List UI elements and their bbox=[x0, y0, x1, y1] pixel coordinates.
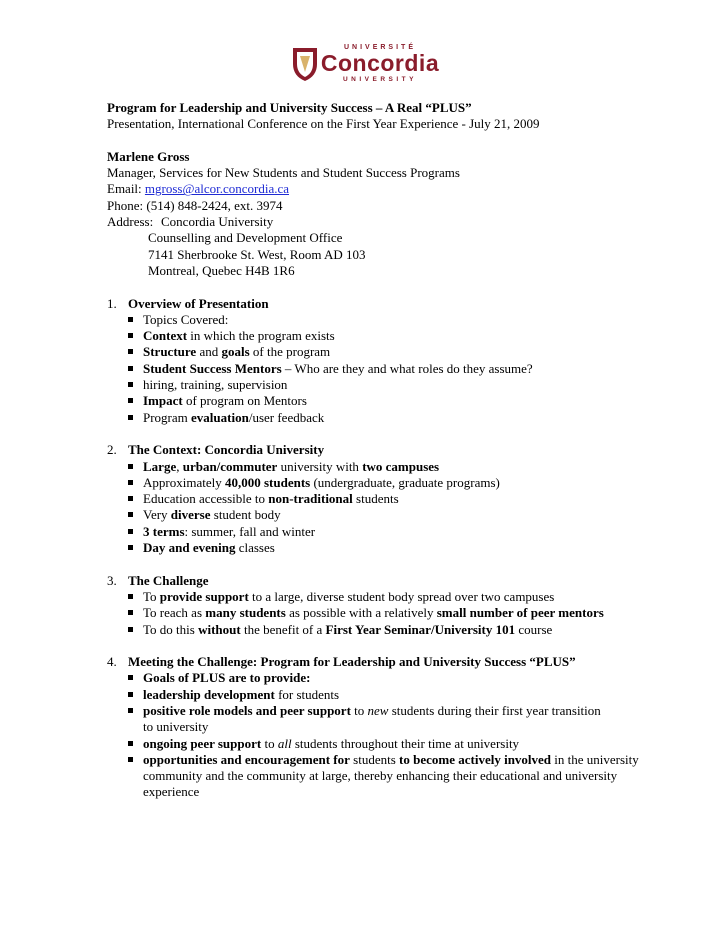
list-item: Day and evening classes bbox=[107, 540, 667, 556]
list-item: Structure and goals of the program bbox=[107, 344, 667, 360]
document-title: Program for Leadership and University Success – A Real “PLUS” bbox=[107, 100, 472, 115]
list-item: To reach as many students as possible with a relatively small number of peer mentors bbox=[107, 605, 613, 621]
contact-name: Marlene Gross bbox=[107, 148, 190, 164]
contact-address-line bbox=[107, 214, 667, 230]
list-item: 3 terms: summer, fall and winter bbox=[107, 524, 667, 540]
contact-role: Manager, Services for New Students and Student Success Programs bbox=[107, 165, 460, 181]
list-item: Topics Covered: bbox=[107, 312, 667, 328]
logo-top-text: UNIVERSITÉ bbox=[343, 44, 416, 51]
email-label: Email: bbox=[107, 181, 145, 197]
list-item: To do this without the benefit of a First Year Seminar/University 101 course bbox=[107, 622, 667, 638]
bullet-icon bbox=[128, 675, 133, 680]
bullet-icon bbox=[128, 317, 133, 322]
list-item: opportunities and encouragement for students to become actively involved in the university community and the community at large, thereby enhancing their educational and university experience bbox=[107, 752, 671, 801]
bullet-icon bbox=[128, 349, 133, 354]
email-link[interactable]: mgross@alcor.concordia.ca bbox=[144, 181, 290, 197]
section-heading: 3. The Challenge bbox=[107, 572, 209, 588]
list-item: Approximately 40,000 students (undergraduate, graduate programs) bbox=[107, 475, 667, 491]
section-heading: 4. Meeting the Challenge: Program for Leadership and University Success “PLUS” bbox=[107, 654, 576, 670]
logo-bottom-text: UNIVERSITY bbox=[342, 76, 417, 83]
bullet-icon bbox=[128, 496, 133, 501]
list-item: Education accessible to non-traditional students bbox=[107, 491, 667, 507]
bullet-icon bbox=[128, 594, 133, 599]
bullet-icon bbox=[128, 708, 133, 713]
contact-phone: Phone: (514) 848-2424, ext. 3974 bbox=[107, 197, 283, 213]
bullet-icon bbox=[128, 382, 133, 387]
section-heading: 1. Overview of Presentation bbox=[107, 295, 269, 311]
bullet-icon bbox=[128, 545, 133, 550]
logo-name: Concordia bbox=[320, 50, 440, 76]
list-item: Context in which the program exists bbox=[107, 328, 667, 344]
concordia-crest-icon bbox=[290, 44, 320, 82]
address-label: Address: bbox=[107, 214, 154, 230]
bullet-icon bbox=[128, 610, 133, 615]
bullet-icon bbox=[128, 692, 133, 697]
bullet-icon bbox=[128, 529, 133, 534]
list-item: ongoing peer support to all students throughout their time at university bbox=[107, 736, 667, 752]
list-item: positive role models and peer support to new students during their first year transition to university bbox=[107, 703, 613, 736]
contact-email-line bbox=[107, 181, 667, 197]
concordia-logo bbox=[290, 44, 440, 84]
address-line: Concordia University bbox=[161, 214, 274, 230]
bullet-icon bbox=[128, 366, 133, 371]
list-item: leadership development for students bbox=[107, 687, 667, 703]
bullet-icon bbox=[128, 627, 133, 632]
list-item: To provide support to a large, diverse student body spread over two campuses bbox=[107, 589, 667, 605]
bullet-icon bbox=[128, 741, 133, 746]
list-item: Very diverse student body bbox=[107, 507, 667, 523]
list-item: Impact of program on Mentors bbox=[107, 393, 667, 409]
bullet-icon bbox=[128, 480, 133, 485]
bullet-icon bbox=[128, 333, 133, 338]
address-line: 7141 Sherbrooke St. West, Room AD 103 bbox=[148, 246, 366, 262]
bullet-icon bbox=[128, 398, 133, 403]
list-item: Student Success Mentors – Who are they and what roles do they assume? bbox=[107, 361, 667, 377]
list-item: Large, urban/commuter university with two campuses bbox=[107, 459, 667, 475]
address-line: Montreal, Quebec H4B 1R6 bbox=[148, 262, 295, 278]
document-subtitle: Presentation, International Conference on the First Year Experience - July 21, 2009 bbox=[107, 116, 540, 132]
bullet-icon bbox=[128, 464, 133, 469]
list-item: Goals of PLUS are to provide: bbox=[107, 670, 667, 686]
address-line: Counselling and Development Office bbox=[148, 230, 343, 246]
section-heading: 2. The Context: Concordia University bbox=[107, 442, 325, 458]
bullet-icon bbox=[128, 512, 133, 517]
bullet-icon bbox=[128, 415, 133, 420]
list-item: Program evaluation/user feedback bbox=[107, 410, 667, 426]
bullet-icon bbox=[128, 757, 133, 762]
document-body bbox=[107, 100, 667, 801]
list-item: hiring, training, supervision bbox=[107, 377, 667, 393]
